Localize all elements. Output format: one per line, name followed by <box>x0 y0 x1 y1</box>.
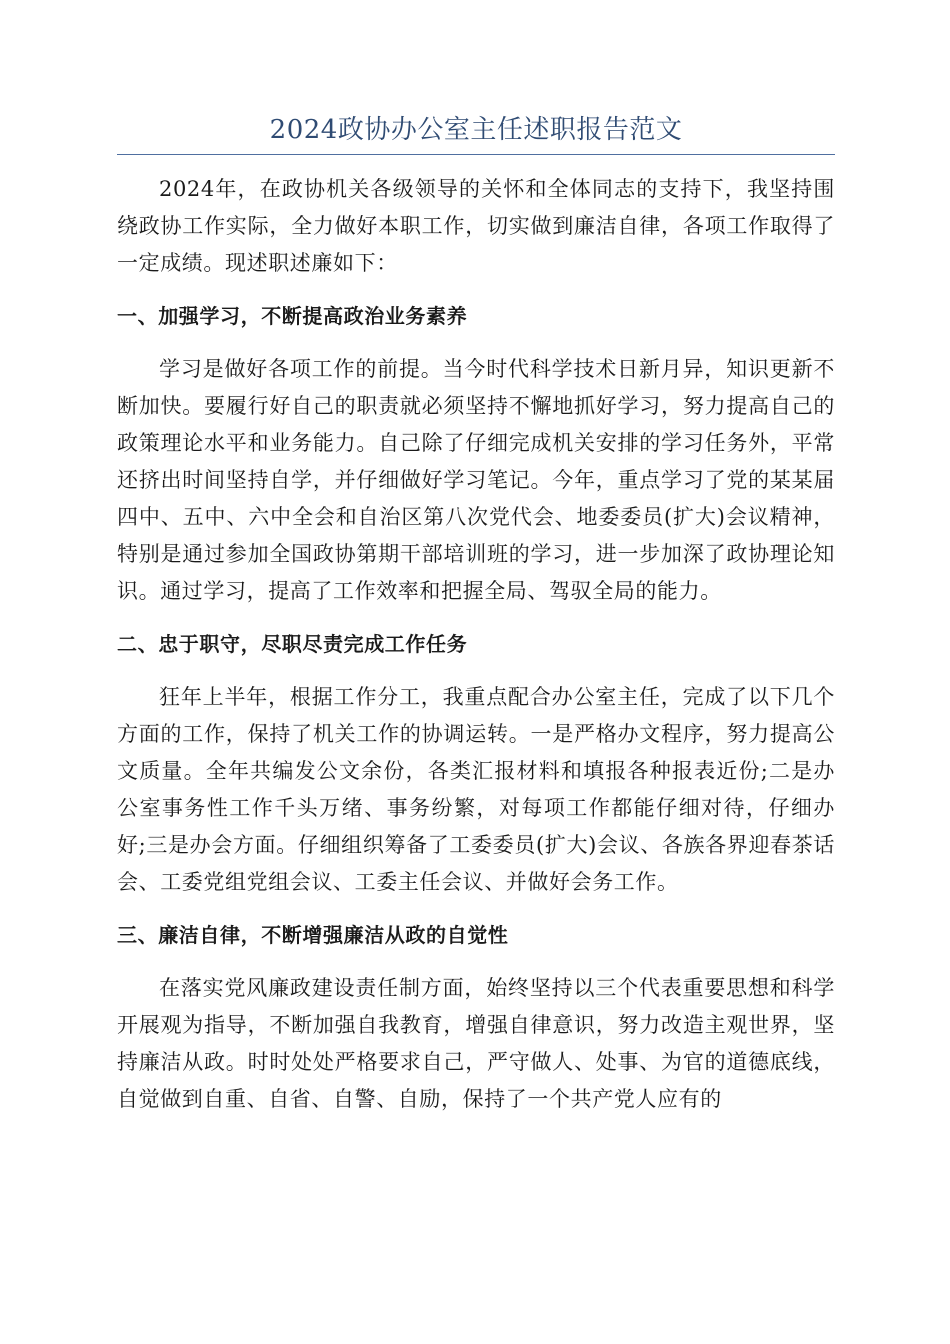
section-heading-2: 二、忠于职守，尽职尽责完成工作任务 <box>117 632 468 656</box>
section-heading-3: 三、廉洁自律，不断增强廉洁从政的自觉性 <box>117 923 509 947</box>
title-underline <box>117 154 835 155</box>
document-title: 2024政协办公室主任述职报告范文 <box>269 115 683 145</box>
section-heading-1: 一、加强学习，不断提高政治业务素养 <box>117 304 468 328</box>
document-page <box>117 110 835 1118</box>
section-body-1: 学习是做好各项工作的前提。当今时代科学技术日新月异，知识更新不断加快。要履行好自己的职责就必须坚持不懈地抓好学习，努力提高自己的政策理论水平和业务能力。自己除了仔细完成机关安排的学习任务外，平常还挤出时间坚持自学，并仔细做好学习笔记。今年，重点学习了党的某某届四中、五中、六中全会和自治区第八次党代会、地委委员(扩大)会议精神，特别是通过参加全国政协第期干部培训班的学习，进一步加深了政协理论知识。通过学习，提高了工作效率和把握全局、驾驭全局的能力。 <box>117 357 835 603</box>
section-body-3: 在落实党风廉政建设责任制方面，始终坚持以三个代表重要思想和科学开展观为指导，不断加强自我教育，增强自律意识，努力改造主观世界，坚持廉洁从政。时时处处严格要求自己，严守做人、处事、为官的道德底线，自觉做到自重、自省、自警、自励，保持了一个共产党人应有的 <box>117 976 835 1111</box>
section-body-2: 狂年上半年，根据工作分工，我重点配合办公室主任，完成了以下几个方面的工作，保持了机关工作的协调运转。一是严格办文程序，努力提高公文质量。全年共编发公文余份，各类汇报材料和填报各种报表近份;二是办公室事务性工作千头万绪、事务纷繁，对每项工作都能仔细对待，仔细办好;三是办会方面。仔细组织筹备了工委委员(扩大)会议、各族各界迎春茶话会、工委党组党组会议、工委主任会议、并做好会务工作。 <box>117 685 835 894</box>
intro-paragraph: 2024年，在政协机关各级领导的关怀和全体同志的支持下，我坚持围绕政协工作实际，全力做好本职工作，切实做到廉洁自律，各项工作取得了一定成绩。现述职述廉如下： <box>117 177 835 275</box>
